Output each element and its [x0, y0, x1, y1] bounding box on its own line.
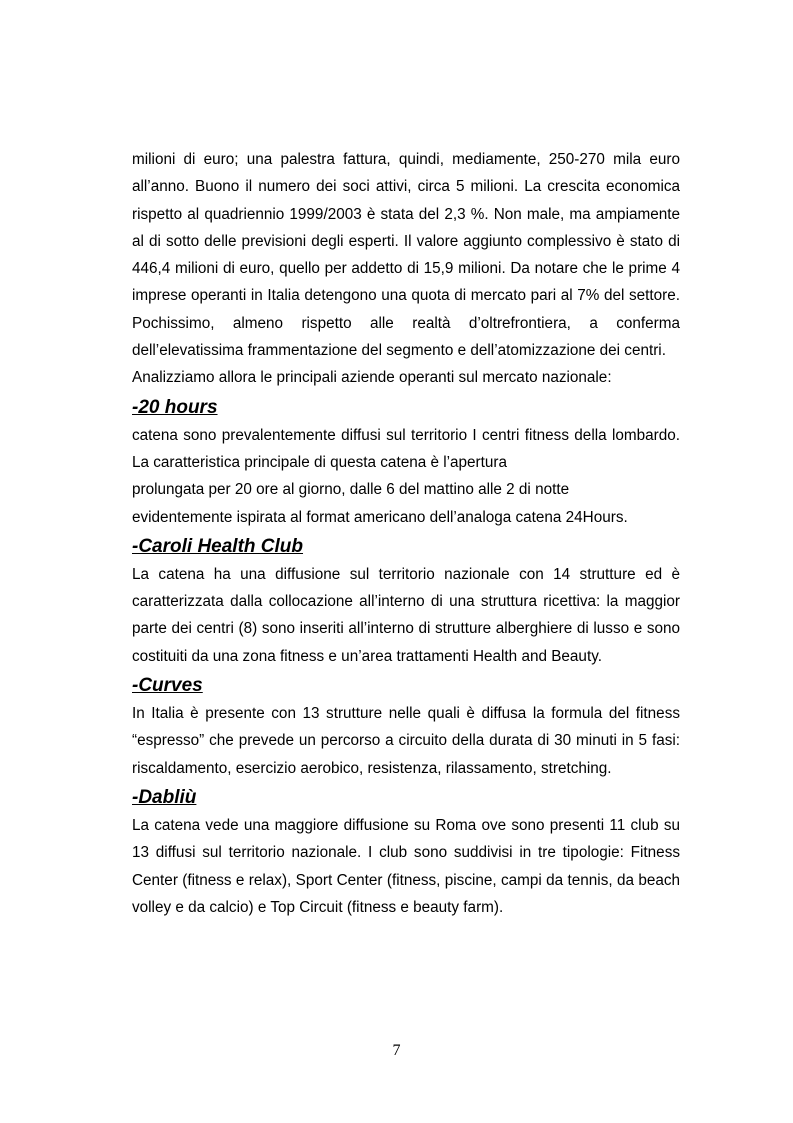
section-text-curves: In Italia è presente con 13 strutture nelle quali è diffusa la formula del fitness “espresso” che prevede un percorso a circuito della durata di 30 minuti in 5 fasi: riscaldamento, esercizio aerobico, resistenza, rilassamento, stretching.	[132, 705, 680, 777]
intro-lead: Analizziamo allora le principali aziende operanti sul mercato nazionale:	[132, 369, 612, 387]
section-title-20-hours: -20 hours	[132, 396, 218, 418]
section-title-curves: -Curves	[132, 675, 203, 697]
section-text-dabliu: La catena vede una maggiore diffusione su Roma ove sono presenti 11 club su 13 diffusi sul territorio nazionale. I club sono suddivisi in tre tipologie: Fitness Center (fitness e relax), Sport Center (fitness, piscine, campi da tennis, da beach volley e da calcio) e Top Circuit (fitness e beauty farm).	[132, 816, 680, 916]
section-title-dabliu: -Dabliù	[132, 786, 197, 808]
section-text-caroli: La catena ha una diffusione sul territorio nazionale con 14 strutture ed è caratterizzata dalla collocazione all’interno di una struttura ricettiva: la maggior parte dei centri (8) sono inseriti all’interno di strutture alberghiere di lusso e sono costituiti da una zona fitness e un’area trattamenti Health and Beauty.	[132, 565, 680, 665]
section-text-20-hours-line-1: catena sono prevalentemente diffusi sul territorio I centri fitness della lombardo. La caratteristica principale di questa catena è l’apertura	[132, 426, 680, 471]
intro-paragraph: milioni di euro; una palestra fattura, quindi, mediamente, 250-270 mila euro all’anno. Buono il numero dei soci attivi, circa 5 milioni. La crescita economica rispetto al quadriennio 1999/2003 è stata del 2,3 %. Non male, ma ampiamente al di sotto delle previsioni degli esperti. Il valore aggiunto complessivo è stato di 446,4 milioni di euro, quello per addetto di 15,9 milioni. Da notare che le prime 4 imprese operanti in Italia detengono una quota di mercato pari al 7% del settore. Pochissimo, almeno rispetto alle realtà d’oltrefrontiera, a conferma dell’elevatissima frammentazione del segmento e dell’atomizzazione dei centri.	[132, 151, 680, 360]
page-body	[132, 146, 680, 921]
page-number: 7	[392, 1042, 401, 1059]
section-text-20-hours-line-3: evidentemente ispirata al format americano dell’analoga catena 24Hours.	[132, 508, 628, 526]
section-text-20-hours-line-2: prolungata per 20 ore al giorno, dalle 6 del mattino alle 2 di notte	[132, 481, 570, 499]
section-title-caroli: -Caroli Health Club	[132, 535, 304, 557]
